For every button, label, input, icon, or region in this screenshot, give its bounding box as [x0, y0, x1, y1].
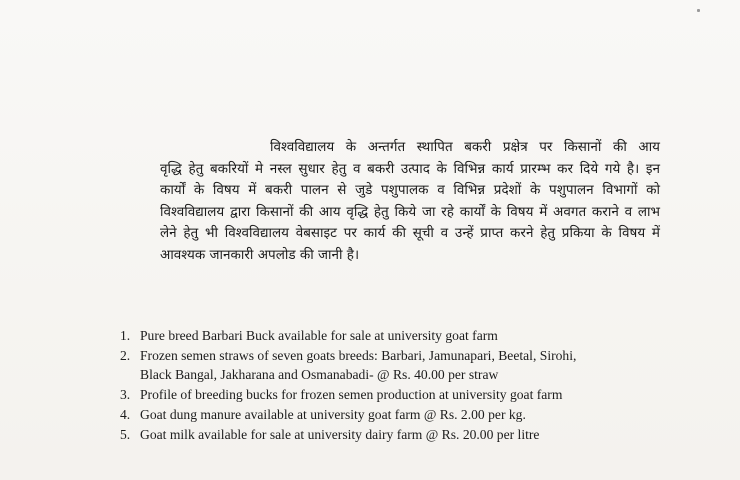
list-item-line: Profile of breeding bucks for frozen semen production at university goat farm — [140, 387, 563, 402]
list-item-line: Black Bangal, Jakharana and Osmanabadi- @ Rs. 40.00 per straw — [140, 367, 499, 382]
list-item-text — [140, 405, 620, 424]
list-item-number: 1. — [120, 328, 131, 343]
hindi-paragraph — [160, 137, 660, 266]
list-item-line: Frozen semen straws of seven goats breeds: Barbari, Jamunapari, Beetal, Sirohi, — [140, 348, 577, 363]
paragraph-line: कार्यों के विषय में बकरी पालन से जुडे पशुपालक व विभिन्न प्रदेशों के पशुपालन विभागों को — [160, 182, 660, 198]
list-item-line: Goat milk available for sale at university dairy farm @ Rs. 20.00 per litre — [140, 427, 540, 442]
list-item — [120, 425, 620, 444]
paragraph-line: आवश्यक जानकारी अपलोड की जानी है। — [160, 246, 360, 263]
services-list — [120, 326, 620, 445]
paragraph-line: विश्वविद्यालय द्वारा किसानों की आय वृद्धि हेतु किये जा रहे कार्यों के विषय में अवगत कराने व लाभ — [160, 203, 660, 220]
list-item — [120, 405, 620, 424]
list-item-number: 4. — [120, 407, 131, 422]
list-item-text — [140, 346, 620, 384]
list-item-line: Pure breed Barbari Buck available for sale at university goat farm — [140, 328, 498, 343]
list-item-text — [140, 385, 620, 404]
list-item-number: 5. — [120, 427, 131, 442]
paragraph-line: वृद्धि हेतु बकरियों मे नस्ल सुधार हेतु व बकरी उत्पाद के विभिन्न कार्य प्रारम्भ कर दिये गये है। इन — [160, 160, 660, 177]
list-item-text — [140, 425, 620, 444]
list-item-line: Goat dung manure available at university goat farm @ Rs. 2.00 per kg. — [140, 407, 526, 422]
list-item — [120, 346, 620, 384]
list-item-number: 2. — [120, 348, 131, 363]
paragraph-line: लेने हेतु भी विश्वविद्यालय वेबसाइट पर कार्य की सूची व उन्हें प्राप्त करने हेतु प्रकिया के विषय में — [160, 225, 660, 241]
paragraph-line: विश्वविद्यालय के अन्तर्गत स्थापित बकरी प्रक्षेत्र पर किसानों की आय — [270, 139, 660, 155]
list-item-number: 3. — [120, 387, 131, 402]
list-item — [120, 326, 620, 345]
scan-speck — [697, 9, 700, 12]
list-item-text — [140, 326, 620, 345]
list-item — [120, 385, 620, 404]
